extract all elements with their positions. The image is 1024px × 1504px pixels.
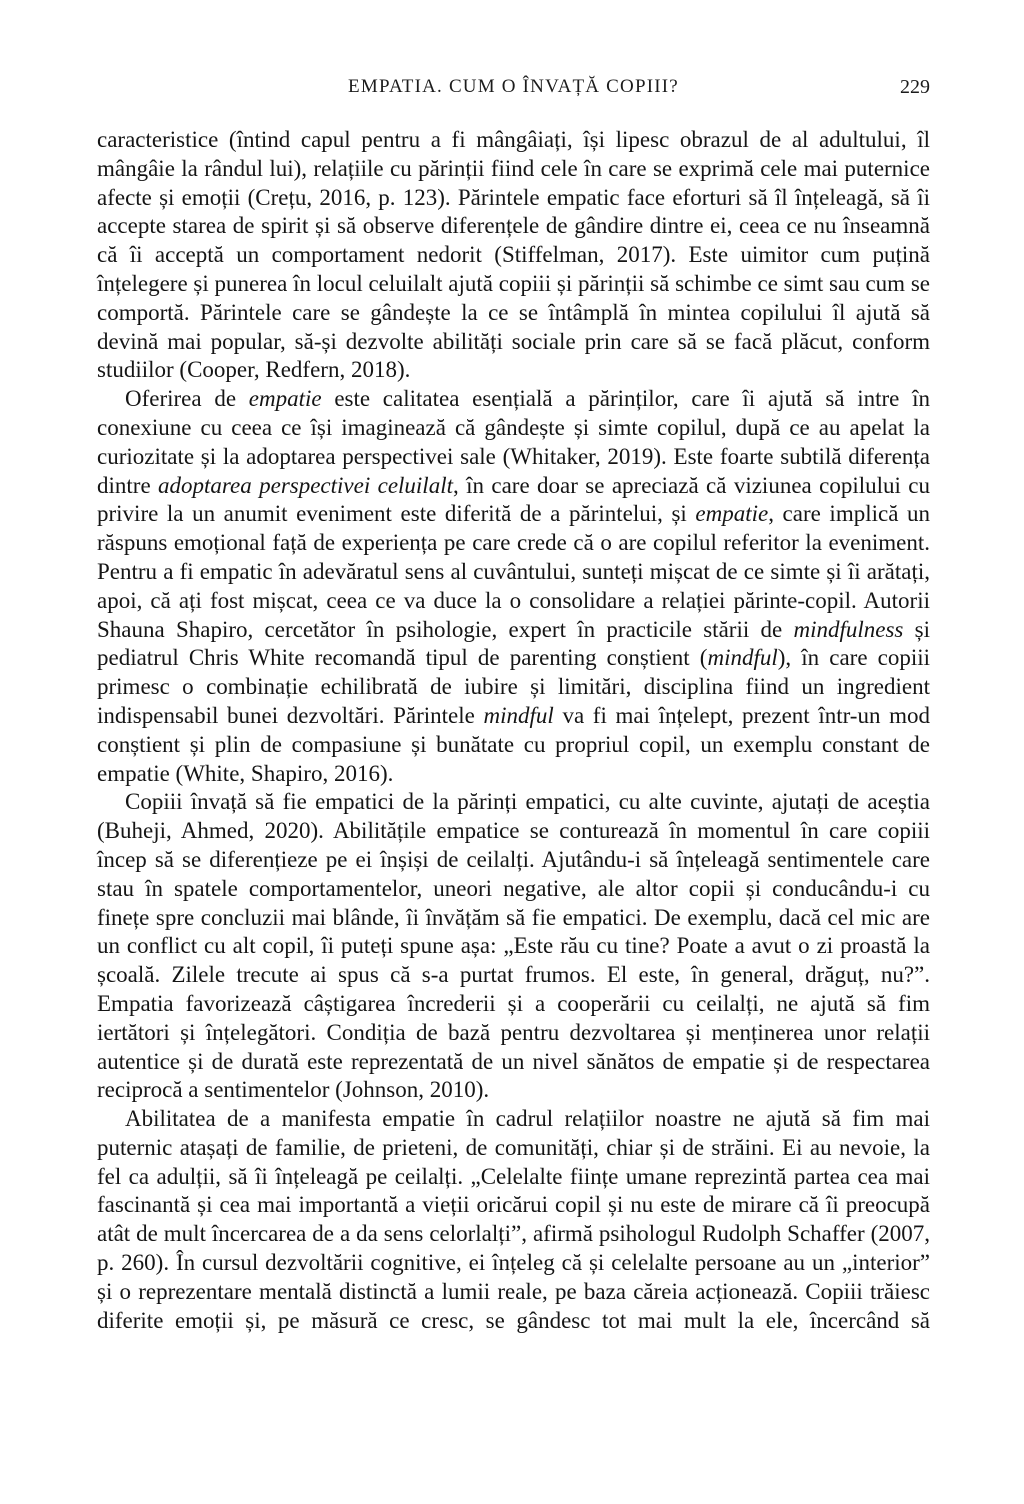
- italic-run: empatie: [248, 386, 322, 412]
- italic-run: adoptarea perspectivei celuilalt: [158, 472, 453, 498]
- page-body: [97, 126, 930, 1335]
- text-run: ), în care copiii primesc o combinație echilibrată de iubire și limitări, disciplina fiind un ingredient indispensabil bunei dezvoltări. Părintele: [97, 645, 931, 728]
- body-paragraph-4: [97, 1105, 930, 1335]
- italic-run: mindful: [707, 645, 778, 671]
- italic-run: mindful: [483, 702, 554, 728]
- text-run: este calitatea esențială a părinților, care îi ajută să intre în conexiune cu ceea ce își imaginează că gândește și simte copilul, după ce au apelat la curiozitate și la adoptarea perspectivei sale (Whitaker, 2019). Este foarte subtilă diferența dintre: [97, 386, 931, 498]
- running-title: EMPATIA. CUM O ÎNVAȚĂ COPIII?: [348, 76, 679, 97]
- italic-run: empatie: [695, 501, 769, 527]
- text-run: va fi mai înțelept, prezent într-un mod conștient și plin de compasiune și bunătate cu propriul copil, un exemplu constant de empatie (White, Shapiro, 2016).: [97, 702, 930, 786]
- text-run: caracteristice (întind capul pentru a fi mângâiați, își lipesc obrazul de al adultului, îl mângâie la rândul lui), relațiile cu părinții fiind cele în care se exprimă cele mai puternice afecte și emoții (Crețu, 2016, p. 123). Părintele empatic face eforturi să îl înțeleagă, să îi accepte starea de spirit și să observe diferențele de gândire dintre ei, ceea ce nu înseamnă că îi acceptă un comportament nedorit (Stiffelman, 2017). Este uimitor cum puțină înțelegere și punerea în locul celuilalt ajută copiii și părinții să schimbe ce simt sau cum se comportă. Părintele care se gândește la ce se întâmplă în mintea copilului îl ajută să devină mai popular, să-și dezvolte abilități sociale prin care să se facă plăcut, conform studiilor (Cooper, Redfern, 2018).: [97, 127, 930, 383]
- text-run: , care implică un răspuns emoțional față de experiența pe care crede că o are copilul referitor la eveniment. Pentru a fi empatic în adevăratul sens al cuvântului, sunteți mișcat de ce simte și îi arătați, apoi, că ați fost mișcat, ceea ce va duce la o consolidare a relației părinte-copil. Autorii Shauna Shapiro, cercetător în psihologie, expert în practicile stării de: [97, 501, 931, 642]
- text-run: Abilitatea de a manifesta empatie în cadrul relațiilor noastre ne ajută să fim mai puternic atașați de familie, de prieteni, de comunități, chiar și de străini. Ei au nevoie, la fel ca adulții, să îi înțeleagă pe ceilalți. „Celelalte ființe umane reprezintă partea cea mai fascinantă și cea mai importantă a vieții oricărui copil și nu este de mirare că îi preocupă atât de mult încercarea de a da sens celorlalți”, afirmă psihologul Rudolph Schaffer (2007, p. 260). În cursul dezvoltării cognitive, ei înțeleg că și celelalte persoane au un „interior” și o reprezentare mentală distinctă a lumii reale, pe baza căreia acționează. Copiii trăiesc diferite emoții și, pe măsură ce cresc, se gândesc tot mai mult la ele, încercând să: [97, 1106, 930, 1333]
- body-paragraph-2: [97, 385, 930, 788]
- page-number: 229: [900, 76, 930, 98]
- page-header: [97, 76, 930, 102]
- text-run: și pediatrul Chris White recomandă tipul de parenting conștient (: [97, 616, 930, 671]
- text-run: , în care doar se apreciază că viziunea copilului cu privire la un anumit eveniment este diferită de a părintelui, și: [97, 472, 930, 527]
- body-paragraph-3: [97, 788, 930, 1105]
- body-paragraph-1: [97, 126, 930, 385]
- italic-run: mindfulness: [793, 616, 904, 642]
- text-run: Oferirea de: [125, 386, 249, 412]
- text-run: Copiii învață să fie empatici de la părinți empatici, cu alte cuvinte, ajutați de aceștia (Buheji, Ahmed, 2020). Abilitățile empatice se conturează în momentul în care copiii încep să se diferențieze pe ei înșiși de ceilalți. Ajutându-i să înțeleagă sentimentele care stau în spatele comportamentelor, uneori negative, ale altor copii și conducându-i cu finețe spre concluzii mai blânde, îi învățăm să fie empatici. De exemplu, dacă cel mic are un conflict cu alt copil, îi puteți spune așa: „Este rău cu tine? Poate a avut o zi proastă la școală. Zilele trecute ai spus că s-a purtat frumos. El este, în general, drăguț, nu?”. Empatia favorizează câștigarea încrederii și a cooperării cu ceilalți, ne ajută să fim iertători și înțelegători. Condiția de bază pentru dezvoltarea și menținerea unor relații autentice și de durată este reprezentată de un nivel sănătos de empatie și de respectarea reciprocă a sentimentelor (Johnson, 2010).: [97, 789, 930, 1103]
